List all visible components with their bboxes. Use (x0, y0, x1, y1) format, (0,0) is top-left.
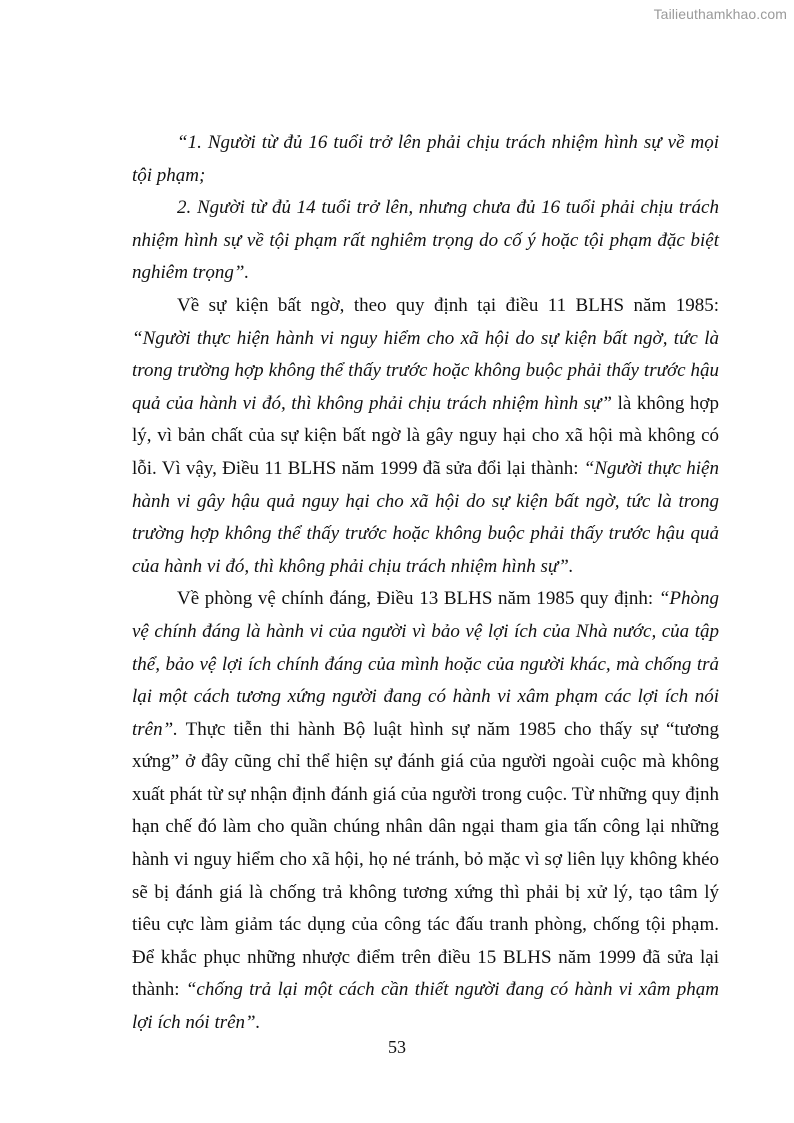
body-text: Về phòng vệ chính đáng, Điều 13 BLHS năm 1985 quy định: (177, 588, 659, 610)
quote-text: “Người thực hiện hành vi gây hậu quả nguy hại cho xã hội do sự kiện bất ngờ, tức là trong trường hợp không thể thấy trước hoặc không buộc phải thấy trước hậu quả của hành vi đó, thì không phải chịu trách nhiệm hình sự”. (132, 457, 719, 577)
watermark-text: Tailieuthamkhao.com (653, 6, 787, 22)
paragraph-1 (132, 127, 719, 192)
quote-text: “1. Người từ đủ 16 tuổi trở lên phải chịu trách nhiệm hình sự về mọi tội phạm; (132, 132, 719, 186)
body-text: Về sự kiện bất ngờ, theo quy định tại điều 11 BLHS năm 1985: (177, 294, 719, 316)
document-body (132, 127, 719, 1040)
body-text: Thực tiễn thi hành Bộ luật hình sự năm 1985 cho thấy sự “tương xứng” ở đây cũng chỉ thể hiện sự đánh giá của người ngoài cuộc mà không xuất phát từ sự nhận định đánh giá của người trong cuộc. Từ những quy định hạn chế đó làm cho quần chúng nhân dân ngại tham gia tấn công lại những hành vi nguy hiểm cho xã hội, họ né tránh, bỏ mặc vì sợ liên lụy không khéo sẽ bị đánh giá là chống trả không tương xứng thì phải bị xử lý, tạo tâm lý tiêu cực làm giảm tác dụng của công tác đấu tranh phòng, chống tội phạm. Để khắc phục những nhược điểm trên điều 15 BLHS năm 1999 đã sửa lại thành: (132, 718, 719, 1001)
body-text: là không hợp lý, vì bản chất của sự kiện bất ngờ là gây nguy hại cho xã hội mà không có lỗi. Vì vậy, Điều 11 BLHS năm 1999 đã sửa đổi lại thành: (132, 392, 719, 479)
page-number: 53 (388, 1037, 406, 1057)
quote-text: “Phòng vệ chính đáng là hành vi của người vì bảo vệ lợi ích của Nhà nước, của tập thể, bảo vệ lợi ích chính đáng của mình hoặc của người khác, mà chống trả lại một cách tương xứng người đang có hành vi xâm phạm các lợi ích nói trên”. (132, 588, 719, 740)
quote-text: “chống trả lại một cách cần thiết người đang có hành vi xâm phạm lợi ích nói trên”. (132, 979, 719, 1034)
quote-text: 2. Người từ đủ 14 tuổi trở lên, nhưng chưa đủ 16 tuổi phải chịu trách nhiệm hình sự về tội phạm rất nghiêm trọng do cố ý hoặc tội phạm đặc biệt nghiêm trọng”. (132, 197, 719, 284)
paragraph-2 (132, 192, 719, 290)
quote-text: “Người thực hiện hành vi nguy hiểm cho xã hội do sự kiện bất ngờ, tức là trong trường hợp không thể thấy trước hoặc không buộc phải thấy trước hậu quả của hành vi đó, thì không phải chịu trách nhiệm hình sự” (132, 327, 719, 414)
paragraph-4 (132, 583, 719, 1039)
paragraph-3 (132, 290, 719, 583)
